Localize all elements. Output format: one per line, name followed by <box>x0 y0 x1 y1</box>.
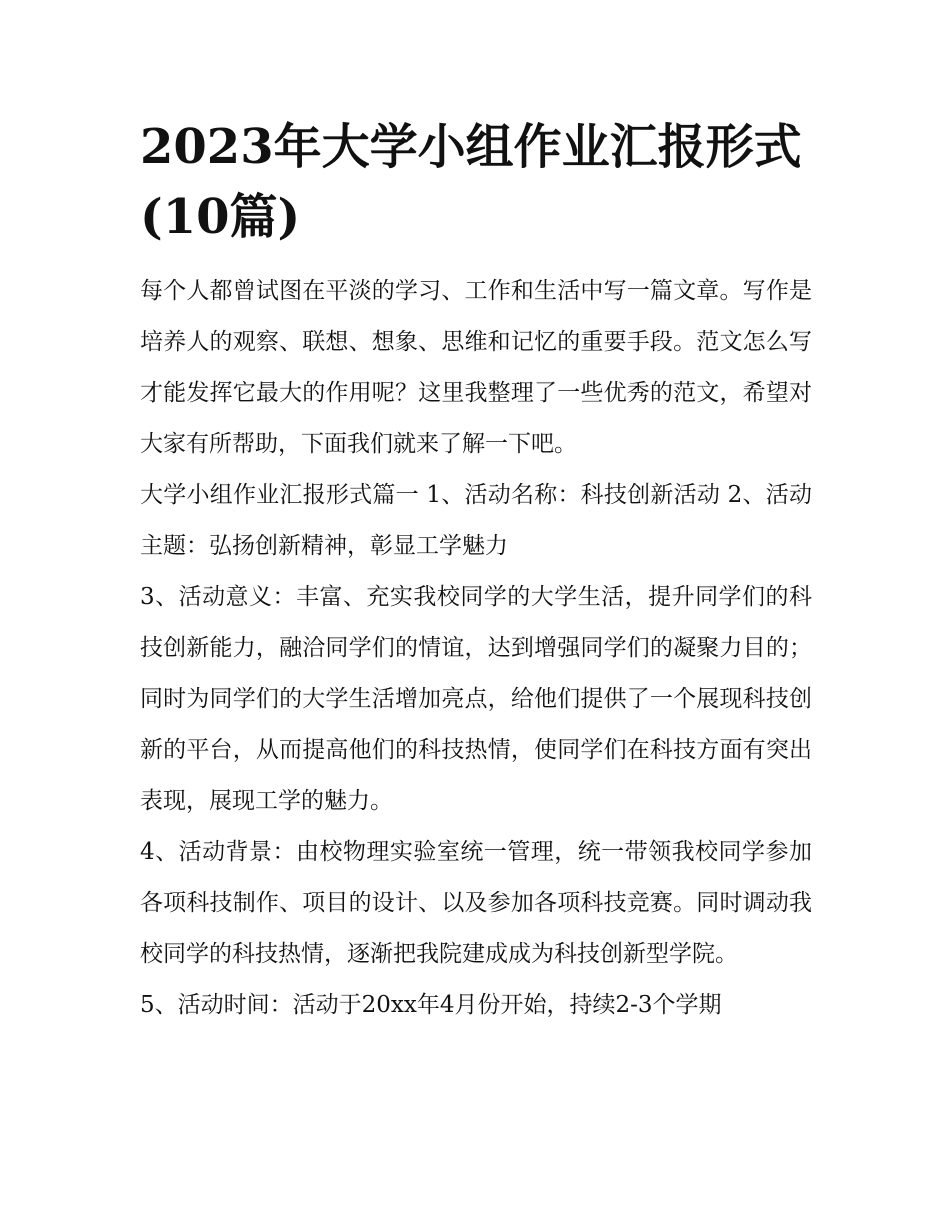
document-body <box>140 112 812 1031</box>
paragraph-intro: 每个人都曾试图在平淡的学习、工作和生活中写一篇文章。写作是培养人的观察、联想、想象、思维和记忆的重要手段。范文怎么写才能发挥它最大的作用呢？这里我整理了一些优秀的范文，希望对大家有所帮助，下面我们就来了解一下吧。 <box>140 278 812 457</box>
paragraph-activity-time: 5、活动时间：活动于20xx年4月份开始，持续2-3个学期 <box>140 992 722 1018</box>
paragraph-activity-significance: 3、活动意义：丰富、充实我校同学的大学生活，提升同学们的科技创新能力，融洽同学们的情谊，达到增强同学们的凝聚力目的；同时为同学们的大学生活增加亮点，给他们提供了一个展现科技创新的平台，从而提高他们的科技热情，使同学们在科技方面有突出表现，展现工学的魅力。 <box>140 584 812 814</box>
paragraph-activity-background: 4、活动背景：由校物理实验室统一管理，统一带领我校同学参加各项科技制作、项目的设计、以及参加各项科技竞赛。同时调动我校同学的科技热情，逐渐把我院建成成为科技创新型学院。 <box>140 839 812 967</box>
paragraph-section-one: 大学小组作业汇报形式篇一 1、活动名称：科技创新活动 2、活动主题：弘扬创新精神，彰显工学魅力 <box>140 482 812 559</box>
document-title: 2023年大学小组作业汇报形式(10篇) <box>140 119 802 245</box>
